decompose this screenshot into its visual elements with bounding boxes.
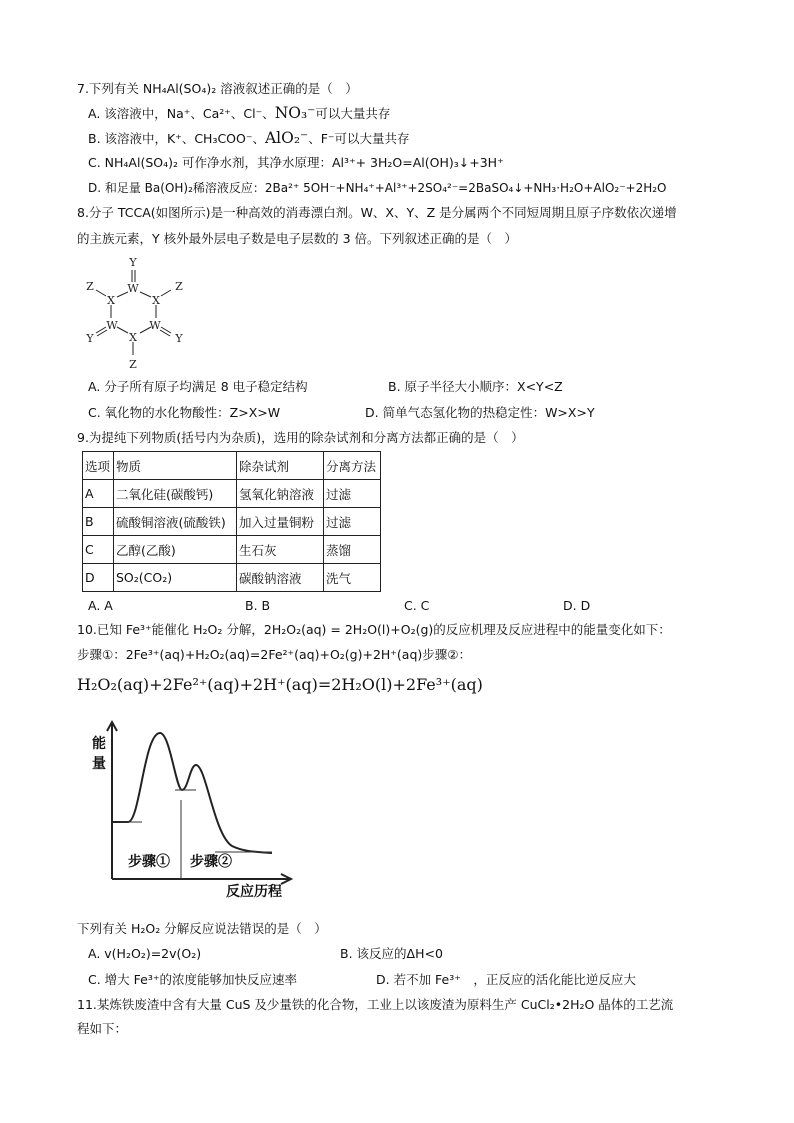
atom-x-bottom: X (129, 331, 137, 344)
table-cell: 生石灰 (237, 536, 324, 564)
graph-ylabel-2: 量 (92, 756, 106, 772)
table-cell: B (83, 508, 114, 536)
q10-option-a: A. v(H₂O₂)=2v(O₂) (88, 946, 202, 961)
table-cell: 乙醇(乙酸) (114, 536, 237, 564)
q9-option-b: B. B (245, 598, 271, 613)
q10-option-c: C. 增大 Fe³⁺的浓度能够加快反应速率 (88, 972, 297, 987)
table-row (83, 536, 381, 564)
atom-x-left: X (107, 294, 115, 307)
q7-option-d: D. 和足量 Ba(OH)₂稀溶液反应：2Ba²⁺ 5OH⁻+NH₄⁺+Al³⁺+2SO₄²⁻=2BaSO₄↓+NH₃·H₂O+AlO₂⁻+2H₂O (88, 181, 667, 195)
q9-option-d: D. D (563, 598, 591, 613)
q9-option-c: C. C (404, 598, 430, 613)
q9-stem: 9.为提纯下列物质(括号内为杂质)，选用的除杂试剂和分离方法都正确的是（ ） (77, 430, 524, 445)
q10-option-b: B. 该反应的ΔH<0 (340, 946, 443, 961)
q7-option-a-suffix: 可以大量共存 (315, 106, 391, 121)
table-header-cell: 选项 (83, 452, 114, 480)
q10-stem: 10.已知 Fe³⁺能催化 H₂O₂ 分解，2H₂O₂(aq) = 2H₂O(l)+O₂(g)的反应机理及反应进程中的能量变化如下： (77, 622, 671, 637)
q10-option-d: D. 若不加 Fe³⁺ ，正反应的活化能比逆反应大 (376, 972, 636, 987)
q11-stem-line1: 11.某炼铁废渣中含有大量 CuS 及少量铁的化合物，工业上以该废渣为原料生产 CuCl₂•2H₂O 晶体的工艺流 (77, 997, 674, 1012)
q8-stem-line1: 8.分子 TCCA(如图所示)是一种高效的消毒漂白剂。W、X、Y、Z 是分属两个不同短周期且原子序数依次递增 (77, 205, 677, 220)
table-header-cell: 除杂试剂 (237, 452, 324, 480)
table-cell: 过滤 (324, 508, 381, 536)
q7-option-a (88, 104, 390, 123)
q7-stem: 7.下列有关 NH₄Al(SO₄)₂ 溶液叙述正确的是（ ） (77, 81, 358, 96)
atom-y-top: Y (129, 256, 137, 269)
q10-step1: 步骤①：2Fe³⁺(aq)+H₂O₂(aq)=2Fe²⁺(aq)+O₂(g)+2H⁺(aq)步骤②： (77, 647, 471, 662)
atom-x-right: X (152, 294, 160, 307)
atom-w-right: W (149, 319, 161, 332)
q10-step2: H₂O₂(aq)+2Fe²⁺(aq)+2H⁺(aq)=2H₂O(l)+2Fe³⁺(aq) (77, 675, 483, 694)
table-cell: 二氧化硅(碳酸钙) (114, 480, 237, 508)
atom-w-top: W (127, 282, 139, 295)
q11-stem-line2: 程如下： (77, 1021, 128, 1036)
table-cell: SO₂(CO₂) (114, 564, 237, 592)
q7-option-c: C. NH₄Al(SO₄)₂ 可作净水剂，其净水原理：Al³⁺+ 3H₂O=Al(OH)₃↓+3H⁺ (88, 155, 504, 170)
atom-y-left: Y (86, 332, 94, 345)
table-cell: 蒸馏 (324, 536, 381, 564)
y-axis-arrow (107, 722, 117, 731)
table-header-row (83, 452, 381, 480)
q8-option-b: B. 原子半径大小顺序：X<Y<Z (388, 379, 563, 394)
q8-option-d: D. 简单气态氢化物的热稳定性：W>X>Y (365, 405, 595, 420)
table-cell: A (83, 480, 114, 508)
atom-w-left: W (106, 319, 118, 332)
graph-step2-label: 步骤② (190, 854, 232, 870)
table-cell: 氢氧化钠溶液 (237, 480, 324, 508)
table-cell: C (83, 536, 114, 564)
graph-ylabel-1: 能 (92, 736, 106, 752)
q7-option-b (88, 129, 410, 148)
table-cell: 加入过量铜粉 (237, 508, 324, 536)
table-cell: D (83, 564, 114, 592)
table-row (83, 480, 381, 508)
energy-curve (112, 733, 272, 853)
atom-z-right: Z (175, 280, 183, 293)
table-row (83, 508, 381, 536)
q8-stem-line2: 的主族元素，Y 核外最外层电子数是电子层数的 3 倍。下列叙述正确的是（ ） (77, 231, 518, 246)
q7-option-b-formula: AlO₂⁻ (264, 129, 309, 147)
table-header-cell: 物质 (114, 452, 237, 480)
q8-option-a: A. 分子所有原子均满足 8 电子稳定结构 (88, 379, 308, 394)
q7-option-b-suffix: 、F⁻可以大量共存 (308, 131, 410, 146)
table-cell: 洗气 (324, 564, 381, 592)
table-cell: 过滤 (324, 480, 381, 508)
atom-z-bottom: Z (129, 358, 137, 371)
q7-option-a-prefix: A. 该溶液中，Na⁺、Ca²⁺、Cl⁻、 (88, 106, 275, 121)
q9-option-a: A. A (88, 598, 113, 613)
graph-step1-label: 步骤① (128, 854, 170, 870)
q8-option-c: C. 氧化物的水化物酸性：Z>X>W (88, 405, 281, 420)
x-axis-arrow (281, 874, 291, 884)
graph-xlabel: 反应历程 (226, 884, 282, 900)
atom-z-left: Z (86, 280, 94, 293)
purification-table (82, 451, 381, 592)
q10-question: 下列有关 H₂O₂ 分解反应说法错误的是（ ） (77, 921, 327, 936)
table-cell: 硫酸铜溶液(硫酸铁) (114, 508, 237, 536)
table-cell: 碳酸钠溶液 (237, 564, 324, 592)
table-row (83, 564, 381, 592)
q7-option-b-prefix: B. 该溶液中，K⁺、CH₃COO⁻、 (88, 131, 265, 146)
table-header-cell: 分离方法 (324, 452, 381, 480)
q7-option-a-formula: NO₃⁻ (274, 104, 316, 122)
atom-y-right: Y (175, 332, 183, 345)
